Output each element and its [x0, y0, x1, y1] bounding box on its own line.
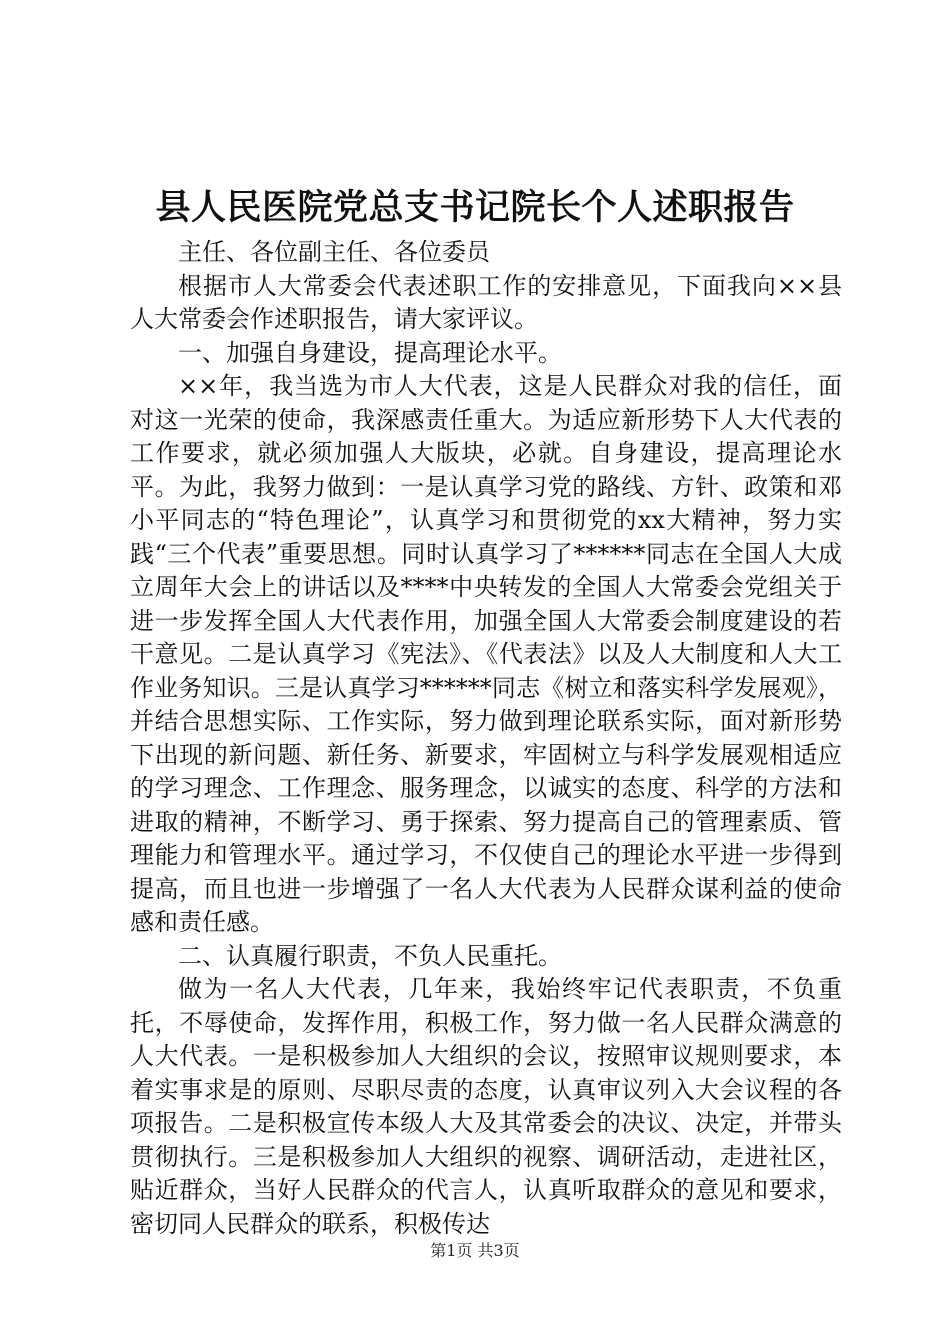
salutation: 主任、各位副主任、各位委员 — [178, 238, 490, 266]
section-1-paragraph: ××年，我当选为市人大代表，这是人民群众对我的信任，面对这一光荣的使命，我深感责任重大。为适应新形势下人大代表的工作要求，就必须加强人大版块，必就。自身建设，提高理论水平。为此，我努力做到：一是认真学习党的路线、方针、政策和邓小平同志的“特色理论”，认真学习和贯彻党的xx大精神，努力实践“三个代表”重要思想。同时认真学习了******同志在全国人大成立周年大会上的讲话以及****中央转发的全国人大常委会党组关于进一步发挥全国人大代表作用，加强全国人大常委会制度建设的若干意见。二是认真学习《宪法》、《代表法》以及人大制度和人大工作业务知识。三是认真学习******同志《树立和落实科学发展观》，并结合思想实际、工作实际，努力做到理论联系实际，面对新形势下出现的新问题、新任务、新要求，牢固树立与科学发展观相适应的学习理念、工作理念、服务理念，以诚实的态度、科学的方法和进取的精神，不断学习、勇于探索、努力提高自己的管理素质、管理能力和管理水平。通过学习，不仅使自己的理论水平进一步得到提高，而且也进一步增强了一名人大代表为人民群众谋利益的使命感和责任感。 — [130, 372, 842, 936]
section-2-paragraph: 做为一名人大代表，几年来，我始终牢记代表职责，不负重托，不辱使命，发挥作用，积极工作，努力做一名人民群众满意的人大代表。一是积极参加人大组织的会议，按照审议规则要求，本着实事求是的原则、尽职尽责的态度，认真审议列入大会议程的各项报告。二是积极宣传本级人大及其常委会的决议、决定，并带头贯彻执行。三是积极参加人大组织的视察、调研活动，走进社区，贴近群众，当好人民群众的代言人，认真听取群众的意见和要求，密切同人民群众的联系，积极传达 — [130, 975, 842, 1238]
document-body — [130, 236, 842, 1241]
document-title: 县人民医院党总支书记院长个人述职报告 — [155, 187, 795, 228]
intro-paragraph: 根据市人大常委会代表述职工作的安排意见，下面我向××县人大常委会作述职报告，请大家评议。 — [130, 271, 842, 333]
section-heading-1: 一、加强自身建设，提高理论水平。 — [178, 338, 562, 367]
section-heading-2: 二、认真履行职责，不负人民重托。 — [178, 941, 562, 970]
page-number-footer: 第1页 共3页 — [430, 1241, 520, 1260]
